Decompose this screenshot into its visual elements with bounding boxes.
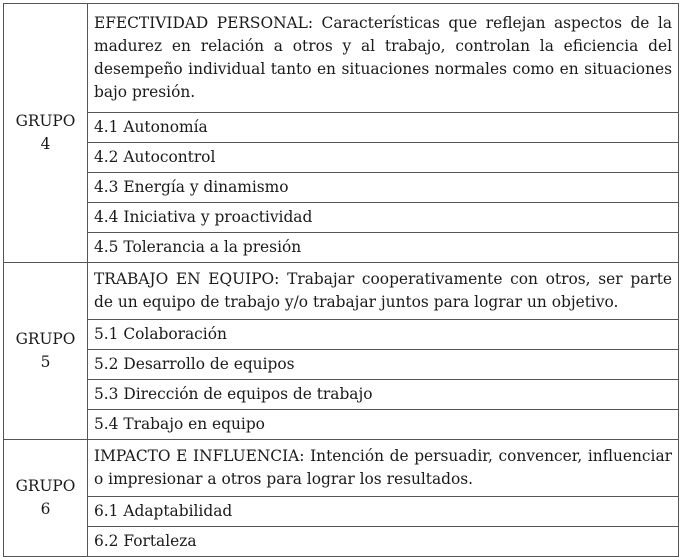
table-row [4,113,679,143]
table-row [4,350,679,380]
group-number: 5 [40,353,51,371]
group-5-cell [4,263,88,440]
group-number: 6 [40,500,51,518]
group-label: GRUPO [15,112,76,130]
table-row [4,320,679,350]
group-number: 4 [40,135,51,153]
list-item: 6.2 Fortaleza [88,527,679,557]
table-row [4,410,679,440]
group-description: EFECTIVIDAD PERSONAL: Características que reflejan aspectos de la madurez en relación a otros y al trabajo, controlan la eficiencia del desempeño individual tanto en situaciones normales como en situaciones bajo presión. [88,4,679,113]
list-item: 4.4 Iniciativa y proactividad [88,203,679,233]
table-row [4,263,679,320]
table-row [4,440,679,497]
table-row [4,4,679,113]
group-label: GRUPO [15,477,76,495]
table-row [4,497,679,527]
competencies-table [3,3,679,557]
table-row [4,173,679,203]
table-row [4,233,679,263]
group-label: GRUPO [15,330,76,348]
list-item: 6.1 Adaptabilidad [88,497,679,527]
table-row [4,203,679,233]
list-item: 4.3 Energía y dinamismo [88,173,679,203]
list-item: 5.4 Trabajo en equipo [88,410,679,440]
table-row [4,380,679,410]
list-item: 4.5 Tolerancia a la presión [88,233,679,263]
group-description: TRABAJO EN EQUIPO: Trabajar cooperativamente con otros, ser parte de un equipo de trabajo y/o trabajar juntos para lograr un objetivo. [88,263,679,320]
table-row [4,527,679,557]
list-item: 5.3 Dirección de equipos de trabajo [88,380,679,410]
list-item: 5.2 Desarrollo de equipos [88,350,679,380]
group-6-cell [4,440,88,557]
list-item: 4.1 Autonomía [88,113,679,143]
list-item: 5.1 Colaboración [88,320,679,350]
table-row [4,143,679,173]
group-description: IMPACTO E INFLUENCIA: Intención de persuadir, convencer, influenciar o impresionar a otros para lograr los resultados. [88,440,679,497]
list-item: 4.2 Autocontrol [88,143,679,173]
group-4-cell [4,4,88,263]
